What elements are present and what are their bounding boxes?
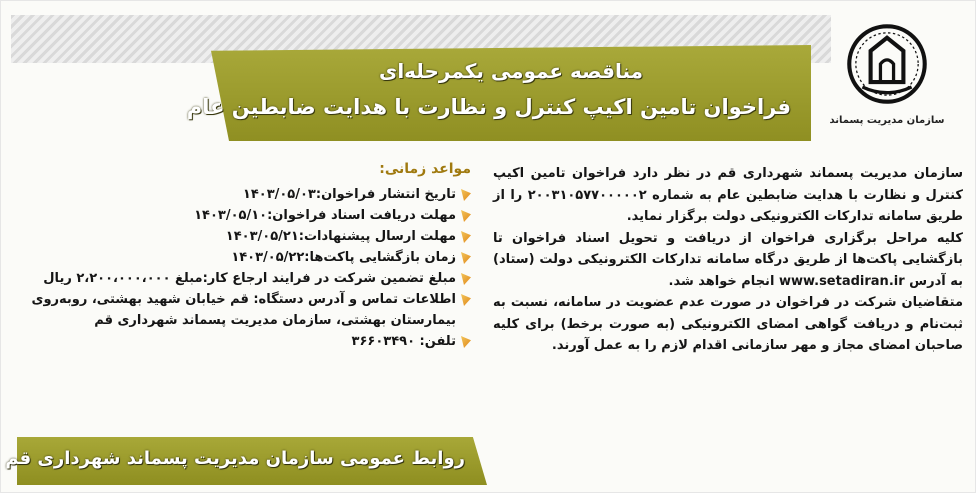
bullet-icon (461, 252, 471, 264)
schedule-item (15, 205, 485, 226)
organization-logo (827, 23, 947, 141)
schedule-item (15, 331, 485, 352)
bullet-icon (461, 231, 471, 243)
tender-subject-title: فراخوان تامین اکیپ کنترل و نظارت با هدایت ضابطین عام (186, 95, 791, 119)
bullet-icon (461, 210, 471, 222)
bullet-icon (461, 336, 471, 348)
documents-deadline: مهلت دریافت اسناد فراخوان:۱۴۰۳/۰۵/۱۰ (194, 208, 456, 223)
tender-type-title: مناقصه عمومی یکمرحله‌ای (378, 59, 644, 83)
contact-address: اطلاعات تماس و آدرس دستگاه: قم خیابان شهید بهشتی، روبه‌روی بیمارستان بهشتی، سازمان مدیریت پسماند شهرداری قم (31, 292, 456, 328)
bullet-icon (461, 189, 471, 201)
body-paragraph-registration: متقاضیان شرکت در فراخوان در صورت عدم عضویت در سامانه، نسبت به ثبت‌نام و دریافت گواهی امضای الکترونیکی (به صورت برخط) برای کلیه صاحبان امضای مجاز و مهر سازمانی اقدام لازم را به عمل آورند. (493, 295, 963, 353)
schedule-item (15, 247, 485, 268)
schedule-item (15, 226, 485, 247)
opening-date: زمان بازگشایی پاکت‌ها:۱۴۰۳/۰۵/۲۲ (231, 250, 456, 265)
bullet-icon (461, 294, 471, 306)
bullet-icon (461, 273, 471, 285)
guarantee-amount: مبلغ تضمین شرکت در فرایند ارجاع کار:مبلغ ۲،۲۰۰،۰۰۰،۰۰۰ ریال (43, 271, 456, 286)
publish-date: تاریخ انتشار فراخوان:۱۴۰۳/۰۵/۰۳ (242, 187, 456, 202)
phone-number: تلفن: ۳۶۶۰۳۴۹۰ (351, 334, 456, 349)
announcement-body (493, 163, 963, 357)
schedule-section (15, 161, 485, 352)
title-banner (186, 45, 811, 141)
body-paragraph-process: کلیه مراحل برگزاری فراخوان از دریافت و تحویل اسناد فراخوان تا بازگشایی پاکت‌ها از طریق درگاه سامانه تدارکات الکترونیکی دولت (ستاد) به آدرس www.setadiran.ir انجام خواهد شد. (493, 230, 963, 289)
municipality-logo-icon (846, 23, 928, 105)
footer-banner (5, 437, 487, 485)
schedule-heading: مواعد زمانی: (379, 161, 471, 177)
schedule-item (15, 268, 485, 289)
body-paragraph-intro: سازمان مدیریت پسماند شهرداری قم در نظر دارد فراخوان تامین اکیپ کنترل و نظارت با هدایت ضابطین عام به شماره ۲۰۰۳۱۰۵۷۷۰۰۰۰۰۲ را از طریق سامانه تدارکات الکترونیکی دولت برگزار نماید. (493, 166, 963, 224)
logo-caption: سازمان مدیریت پسماند (829, 115, 945, 126)
schedule-item (15, 184, 485, 205)
proposal-deadline: مهلت ارسال پیشنهادات:۱۴۰۳/۰۵/۲۱ (225, 229, 456, 244)
public-relations-signature: روابط عمومی سازمان مدیریت پسماند شهرداری قم (5, 448, 465, 469)
schedule-item (15, 289, 485, 331)
